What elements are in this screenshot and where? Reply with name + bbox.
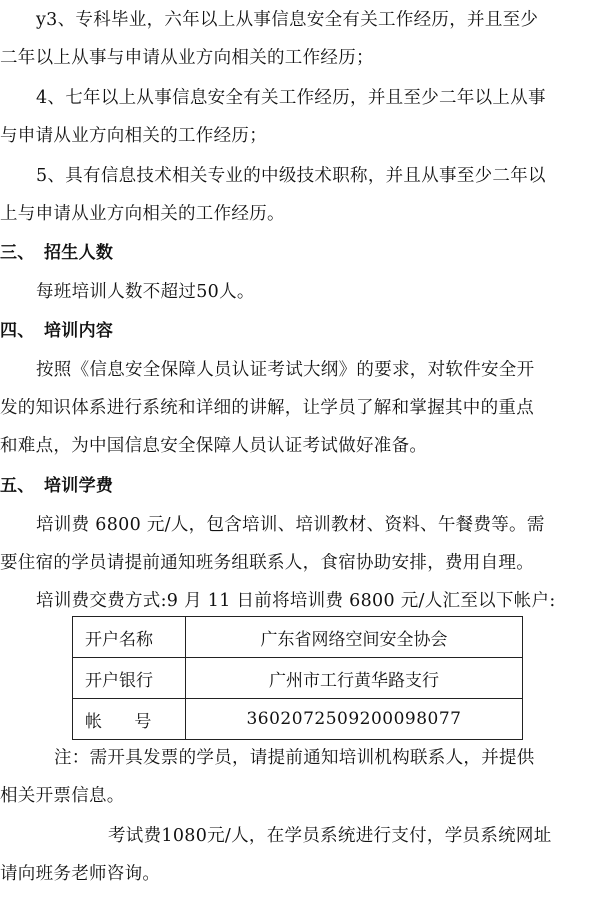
table-row <box>73 699 523 740</box>
fees-payment-line: 培训费交费方式:9 月 11 日前将培训费 6800 元/人汇至以下帐户: <box>36 591 556 611</box>
section-title: 招生人数 <box>44 243 114 263</box>
section-number: 三、 <box>0 243 35 263</box>
req4-line1: 4、七年以上从事信息安全有关工作经历，并且至少二年以上从事 <box>36 88 546 108</box>
req3-line1: y3、专科毕业，六年以上从事信息安全有关工作经历，并且至少 <box>36 10 539 30</box>
section-content-heading <box>0 319 600 343</box>
req3-line2: 二年以上从事与申请从业方向相关的工作经历； <box>0 48 374 68</box>
fees-body-line1: 培训费 6800 元/人，包含培训、培训教材、资料、午餐费等。需 <box>36 515 545 535</box>
content-body-line2: 发的知识体系进行系统和详细的讲解，让学员了解和掌握其中的重点 <box>0 398 534 418</box>
account-name-value: 广东省网络空间安全协会 <box>186 617 523 658</box>
bank-label: 开户银行 <box>73 658 186 699</box>
account-number-label: 帐 号 <box>73 699 186 740</box>
note-line2: 相关开票信息。 <box>0 786 125 806</box>
section-enrollment-heading <box>0 241 600 265</box>
section-title: 培训内容 <box>44 321 114 341</box>
table-row <box>73 617 523 658</box>
bank-value: 广州市工行黄华路支行 <box>186 658 523 699</box>
enrollment-body: 每班培训人数不超过50人。 <box>36 282 255 302</box>
section-number: 四、 <box>0 321 35 341</box>
section-fees-heading <box>0 474 600 498</box>
content-body-line1: 按照《信息安全保障人员认证考试大纲》的要求，对软件安全开 <box>36 360 535 380</box>
req5-line1: 5、具有信息技术相关专业的中级技术职称，并且从事至少二年以 <box>36 166 546 186</box>
content-body-line3: 和难点，为中国信息安全保障人员认证考试做好准备。 <box>0 436 428 456</box>
fees-body-line2: 要住宿的学员请提前通知班务组联系人，食宿协助安排，费用自理。 <box>0 553 534 573</box>
table-row <box>73 658 523 699</box>
exam-fee-line1: 考试费1080元/人，在学员系统进行支付，学员系统网址 <box>108 826 552 846</box>
exam-fee-line2: 请向班务老师咨询。 <box>0 864 161 884</box>
account-name-label: 开户名称 <box>73 617 186 658</box>
account-number-value: 3602072509200098077 <box>186 699 523 740</box>
req5-line2: 上与申请从业方向相关的工作经历。 <box>0 204 285 224</box>
section-title: 培训学费 <box>44 476 114 496</box>
section-number: 五、 <box>0 476 35 496</box>
req4-line2: 与申请从业方向相关的工作经历； <box>0 126 267 146</box>
account-table <box>72 616 523 740</box>
note-line1: 注：需开具发票的学员，请提前通知培训机构联系人，并提供 <box>54 748 535 768</box>
